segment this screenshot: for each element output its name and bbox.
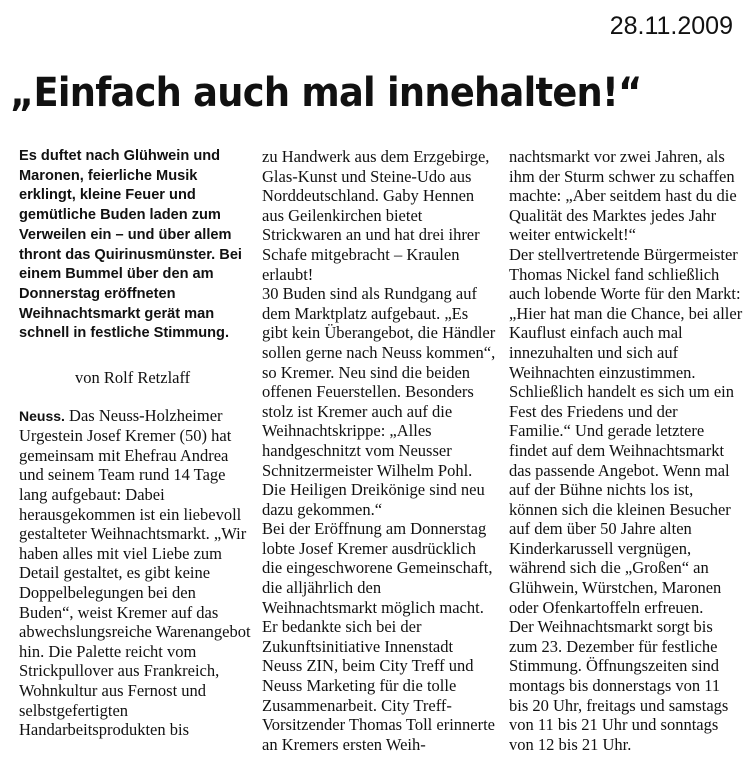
article-paragraph: Bei der Eröffnung am Donnerstag lobte Josef Kremer ausdrücklich die eingeschworene Gemeinschaft, die alljährlich den Weihnachtsmarkt möglich macht. Er bedankte sich bei der Zukunftsinitiative Innenstadt Neuss ZIN, beim City Treff und Neuss Marketing für die tolle Zusammenarbeit. City Treff-Vorsitzender Thomas Toll erinnerte an Kremers ersten Weih- — [262, 519, 495, 754]
article-column-1 — [19, 147, 253, 740]
article-paragraph: Der Weihnachtsmarkt sorgt bis zum 23. Dezember für festliche Stimmung. Öffnungszeiten sind montags bis donnerstags von 11 bis 20 Uhr, freitags und samstags von 11 bis 21 Uhr und sonntags von 12 bis 21 Uhr. — [509, 617, 729, 754]
article-lead: Es duftet nach Glühwein und Maronen, feierliche Musik erklingt, kleine Feuer und gemütliche Buden laden zum Verweilen ein – und über allem thront das Quirinusmünster. Bei einem Bummel über den am Donnerstag eröffneten Weihnachtsmarkt gerät man schnell in festliche Stimmung. — [19, 148, 242, 342]
article-paragraph: Der stellvertretende Bürgermeister Thomas Nickel fand schließlich auch lobende Worte für den Markt: „Hier hat man die Chance, bei aller Kauflust einfach auch mal innezuhalten und sich auf Weihnachten einzustimmen. Schließlich handelt es sich um ein Fest des Friedens und der Familie.“ Und gerade letztere findet auf dem Weihnachtsmarkt das passende Angebot. Wenn mal auf der Bühne nichts los ist, können sich die kleinen Besucher auf dem über 50 Jahre alten Kinderkarussell vergnügen, während sich die „Großen“ an Glühwein, Würstchen, Maronen oder Ofenkartoffeln erfreuen. — [509, 244, 743, 617]
article-column-2 — [262, 147, 496, 754]
article-column-3 — [509, 147, 743, 754]
article-headline: „Einfach auch mal innehalten!“ — [10, 70, 642, 116]
article-paragraph: nachtsmarkt vor zwei Jahren, als ihm der Sturm schwer zu schaffen machte: „Aber seitdem hast du die Qualität des Marktes jedes Jahr weiter entwickelt!“ — [509, 147, 737, 245]
article-paragraph: 30 Buden sind als Rundgang auf dem Marktplatz aufgebaut. „Es gibt kein Überangebot, die Händler sollen gerne nach Neuss kommen“, so Kremer. Neu sind die beiden offenen Feuerstellen. Besonders stolz ist Kremer auch auf die Weihnachtskrippe: „Alles handgeschnitzt vom Neusser Schnitzermeister Wilhelm Pohl. Die Heiligen Dreikönige sind neu dazu gekommen.“ — [262, 284, 496, 519]
publication-date: 28.11.2009 — [609, 12, 733, 40]
article-body-text: Das Neuss-Holzheimer Urgestein Josef Kremer (50) hat gemeinsam mit Ehefrau Andrea und seinem Team rund 14 Tage lang aufgebaut: Dabei herausgekommen ist ein liebevoll gestalteter Weihnachtsmarkt. „Wir haben alles mit viel Liebe zum Detail gestaltet, es gibt keine Doppelbelegungen bei den Buden“, weist Kremer auf das abwechslungsreiche Warenangebot hin. Die Palette reicht vom Strickpullover aus Frankreich, Wohnkultur aus Fernost und selbstgefertigten Handarbeitsprodukten bis — [19, 405, 251, 740]
article-author: von Rolf Retzlaff — [75, 368, 191, 388]
article-paragraph — [19, 406, 253, 740]
dateline: Neuss. — [19, 407, 65, 424]
article-paragraph: zu Handwerk aus dem Erzgebirge, Glas-Kunst und Steine-Udo aus Norddeutschland. Gaby Hennen aus Geilenkirchen bietet Strickwaren an und hat drei ihrer Schafe mitgebracht – Kraulen erlaubt! — [262, 147, 490, 284]
